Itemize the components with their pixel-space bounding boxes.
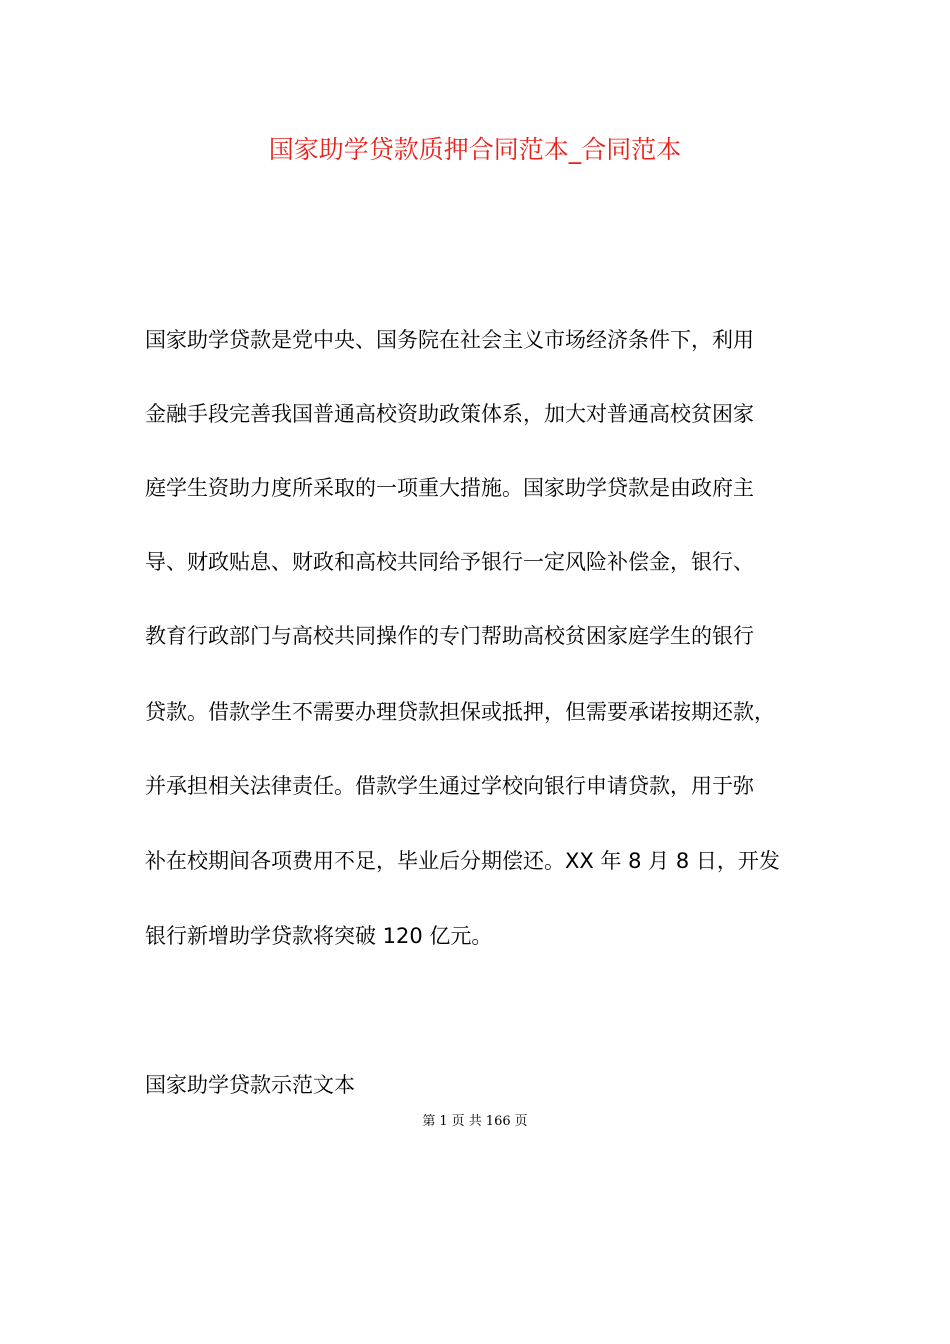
paragraph-line: 补在校期间各项费用不足，毕业后分期偿还。XX 年 8 月 8 日，开发 bbox=[145, 849, 780, 873]
paragraph-line: 金融手段完善我国普通高校资助政策体系，加大对普通高校贫困家 bbox=[145, 402, 754, 426]
section-heading: 国家助学贷款示范文本 bbox=[145, 1073, 355, 1097]
paragraph-line: 银行新增助学贷款将突破 120 亿元。 bbox=[145, 924, 493, 948]
footer-suffix: 页 bbox=[514, 1114, 528, 1129]
paragraph-line: 导、财政贴息、财政和高校共同给予银行一定风险补偿金，银行、 bbox=[145, 550, 754, 574]
page-number-footer bbox=[0, 1112, 950, 1132]
footer-middle: 页 共 bbox=[451, 1114, 482, 1129]
paragraph-line: 并承担相关法律责任。借款学生通过学校向银行申请贷款，用于弥 bbox=[145, 774, 754, 798]
footer-total-pages: 166 bbox=[485, 1114, 511, 1129]
footer-current-page: 1 bbox=[439, 1114, 448, 1129]
page-title: 国家助学贷款质押合同范本_合同范本 bbox=[268, 135, 682, 164]
paragraph-line: 贷款。借款学生不需要办理贷款担保或抵押，但需要承诺按期还款， bbox=[145, 700, 775, 724]
paragraph-line: 庭学生资助力度所采取的一项重大措施。国家助学贷款是由政府主 bbox=[145, 476, 754, 500]
paragraph-line: 国家助学贷款是党中央、国务院在社会主义市场经济条件下，利用 bbox=[145, 328, 754, 352]
paragraph-line: 教育行政部门与高校共同操作的专门帮助高校贫困家庭学生的银行 bbox=[145, 624, 754, 648]
footer-prefix: 第 bbox=[422, 1114, 436, 1129]
